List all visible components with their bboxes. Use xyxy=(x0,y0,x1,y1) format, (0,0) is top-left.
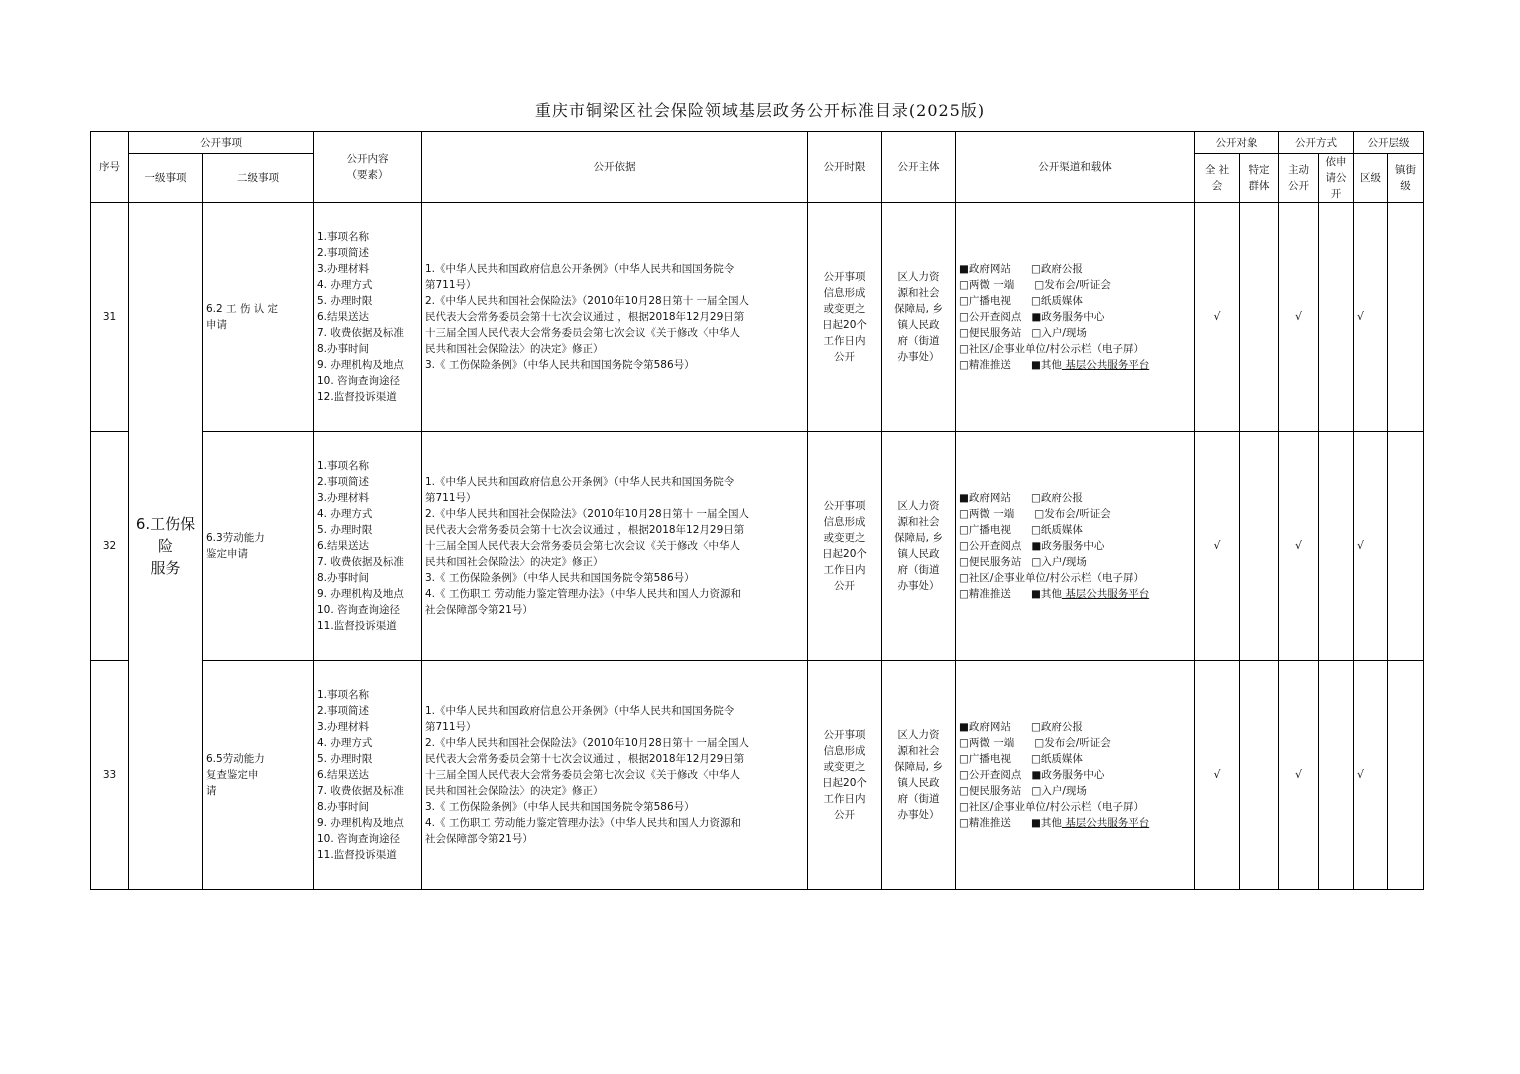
row-method-active: √ xyxy=(1279,432,1319,661)
row-target-all: √ xyxy=(1195,203,1240,432)
channel-other: 基层公共服务平台 xyxy=(1061,817,1150,829)
row-time: 公开事项 信息形成 或变更之 日起20个 工作日内 公开 xyxy=(808,203,882,432)
table-row xyxy=(91,661,1424,890)
channel-line: □公开查阅点 ■政务服务中心 xyxy=(959,540,1105,552)
channel-line: □便民服务站 □入户/现场 xyxy=(959,556,1087,568)
table-row xyxy=(91,432,1424,661)
channel-line: □两微 一端 □发布会/听证会 xyxy=(959,737,1111,749)
channel-line: □精准推送 ■其他 xyxy=(959,359,1062,371)
header-target-all: 全 社 会 xyxy=(1195,154,1240,203)
header-content: 公开内容 （要素） xyxy=(314,132,422,203)
row-seq: 33 xyxy=(91,661,129,890)
header-channel: 公开渠道和载体 xyxy=(956,132,1195,203)
channel-line: □便民服务站 □入户/现场 xyxy=(959,785,1087,797)
row-target-group xyxy=(1240,432,1279,661)
channel-line-last xyxy=(959,357,1194,373)
row-method-active: √ xyxy=(1279,661,1319,890)
channel-line: □广播电视 □纸质媒体 xyxy=(959,524,1083,536)
row-time: 公开事项 信息形成 或变更之 日起20个 工作日内 公开 xyxy=(808,661,882,890)
row-basis: 1.《中华人民共和国政府信息公开条例》（中华人民共和国国务院令 第711号） 2.《中华人民共和国社会保险法》（2010年10月28日第十 一届全国人 民代表大会常务委员会第十七次会议通过 ，根据2018年12月29日第 十三届全国人民代表大会常务委员会第七次会议《关于修改〈中华人 民共和国社会保险法〉的决定》修正） 3.《 工伤保险条例》（中华人民共和国国务院令第586号） xyxy=(422,203,808,432)
channel-line: □社区/企事业单位/村公示栏（电子屏） xyxy=(959,801,1144,813)
row-channel xyxy=(956,432,1195,661)
row-subject: 区人力资 源和社会 保障局, 乡 镇人民政 府（街道 办事处） xyxy=(882,661,956,890)
table-row xyxy=(91,203,1424,432)
channel-line: □两微 一端 □发布会/听证会 xyxy=(959,279,1111,291)
page-title: 重庆市铜梁区社会保险领域基层政务公开标准目录(2025版) xyxy=(534,101,986,120)
row-basis: 1.《中华人民共和国政府信息公开条例》（中华人民共和国国务院令 第711号） 2.《中华人民共和国社会保险法》（2010年10月28日第十 一届全国人 民代表大会常务委员会第十七次会议通过 ，根据2018年12月29日第 十三届全国人民代表大会常务委员会第七次会议《关于修改〈中华人 民共和国社会保险法〉的决定》修正） 3.《 工伤保险条例》（中华人民共和国国务院令第586号） 4.《 工伤职工 劳动能力鉴定管理办法》（中华人民共和国人力资源和 社会保障部令第21号） xyxy=(422,432,808,661)
header-level2: 二级事项 xyxy=(203,154,314,203)
channel-line: □精准推送 ■其他 xyxy=(959,588,1062,600)
row-level-district: √ xyxy=(1354,203,1388,432)
header-level-town: 镇街 级 xyxy=(1388,154,1424,203)
row-method-request xyxy=(1319,432,1354,661)
row-level-district: √ xyxy=(1354,661,1388,890)
row-time: 公开事项 信息形成 或变更之 日起20个 工作日内 公开 xyxy=(808,432,882,661)
header-subject: 公开主体 xyxy=(882,132,956,203)
row-channel xyxy=(956,203,1195,432)
header-seq: 序号 xyxy=(91,132,129,203)
channel-other: 基层公共服务平台 xyxy=(1061,588,1150,600)
channel-line: □公开查阅点 ■政务服务中心 xyxy=(959,311,1105,323)
channel-line-last xyxy=(959,815,1194,831)
disclosure-table xyxy=(90,131,1424,890)
row-level-town xyxy=(1388,661,1424,890)
row-seq: 31 xyxy=(91,203,129,432)
channel-other: 基层公共服务平台 xyxy=(1061,359,1150,371)
row-method-request xyxy=(1319,203,1354,432)
header-time: 公开时限 xyxy=(808,132,882,203)
row-subject: 区人力资 源和社会 保障局, 乡 镇人民政 府（街道 办事处） xyxy=(882,203,956,432)
level1-item: 6.工伤保 险 服务 xyxy=(129,203,203,890)
header-level1: 一级事项 xyxy=(129,154,203,203)
row-level2: 6.3劳动能力 鉴定申请 xyxy=(203,432,314,661)
row-target-group xyxy=(1240,661,1279,890)
header-level: 公开层级 xyxy=(1354,132,1424,154)
header-level-district: 区级 xyxy=(1354,154,1388,203)
row-basis: 1.《中华人民共和国政府信息公开条例》（中华人民共和国国务院令 第711号） 2.《中华人民共和国社会保险法》（2010年10月28日第十 一届全国人 民代表大会常务委员会第十七次会议通过 ，根据2018年12月29日第 十三届全国人民代表大会常务委员会第七次会议《关于修改〈中华人 民共和国社会保险法〉的决定》修正） 3.《 工伤保险条例》（中华人民共和国国务院令第586号） 4.《 工伤职工 劳动能力鉴定管理办法》（中华人民共和国人力资源和 社会保障部令第21号） xyxy=(422,661,808,890)
row-content: 1.事项名称 2.事项简述 3.办理材料 4. 办理方式 5. 办理时限 6.结果送达 7. 收费依据及标准 8.办事时间 9. 办理机构及地点 10. 咨询查询途径 11.监督投诉渠道 xyxy=(314,661,422,890)
channel-line: □社区/企事业单位/村公示栏（电子屏） xyxy=(959,572,1144,584)
row-content: 1.事项名称 2.事项简述 3.办理材料 4. 办理方式 5. 办理时限 6.结果送达 7. 收费依据及标准 8.办事时间 9. 办理机构及地点 10. 咨询查询途径 11.监督投诉渠道 xyxy=(314,432,422,661)
row-level2: 6.5劳动能力 复查鉴定申 请 xyxy=(203,661,314,890)
row-method-active: √ xyxy=(1279,203,1319,432)
row-subject: 区人力资 源和社会 保障局, 乡 镇人民政 府（街道 办事处） xyxy=(882,432,956,661)
header-method-active: 主动 公开 xyxy=(1279,154,1319,203)
row-level-district: √ xyxy=(1354,432,1388,661)
row-level-town xyxy=(1388,432,1424,661)
header-basis: 公开依据 xyxy=(422,132,808,203)
channel-line-last xyxy=(959,586,1194,602)
row-content: 1.事项名称 2.事项简述 3.办理材料 4. 办理方式 5. 办理时限 6.结果送达 7. 收费依据及标准 8.办事时间 9. 办理机构及地点 10. 咨询查询途径 12.监督投诉渠道 xyxy=(314,203,422,432)
header-items: 公开事项 xyxy=(129,132,314,154)
row-target-group xyxy=(1240,203,1279,432)
row-method-request xyxy=(1319,661,1354,890)
header-method-request: 依申 请公 开 xyxy=(1319,154,1354,203)
channel-line: □广播电视 □纸质媒体 xyxy=(959,295,1083,307)
row-target-all: √ xyxy=(1195,661,1240,890)
channel-line: ■政府网站 □政府公报 xyxy=(959,263,1083,275)
channel-line: ■政府网站 □政府公报 xyxy=(959,492,1083,504)
channel-line: ■政府网站 □政府公报 xyxy=(959,721,1083,733)
row-channel xyxy=(956,661,1195,890)
channel-line: □公开查阅点 ■政务服务中心 xyxy=(959,769,1105,781)
header-method: 公开方式 xyxy=(1279,132,1354,154)
channel-line: □社区/企事业单位/村公示栏（电子屏） xyxy=(959,343,1144,355)
channel-line: □精准推送 ■其他 xyxy=(959,817,1062,829)
row-level2: 6.2 工 伤 认 定 申请 xyxy=(203,203,314,432)
channel-line: □广播电视 □纸质媒体 xyxy=(959,753,1083,765)
header-target-group: 特定 群体 xyxy=(1240,154,1279,203)
row-target-all: √ xyxy=(1195,432,1240,661)
row-seq: 32 xyxy=(91,432,129,661)
row-level-town xyxy=(1388,203,1424,432)
channel-line: □便民服务站 □入户/现场 xyxy=(959,327,1087,339)
channel-line: □两微 一端 □发布会/听证会 xyxy=(959,508,1111,520)
header-target: 公开对象 xyxy=(1195,132,1279,154)
